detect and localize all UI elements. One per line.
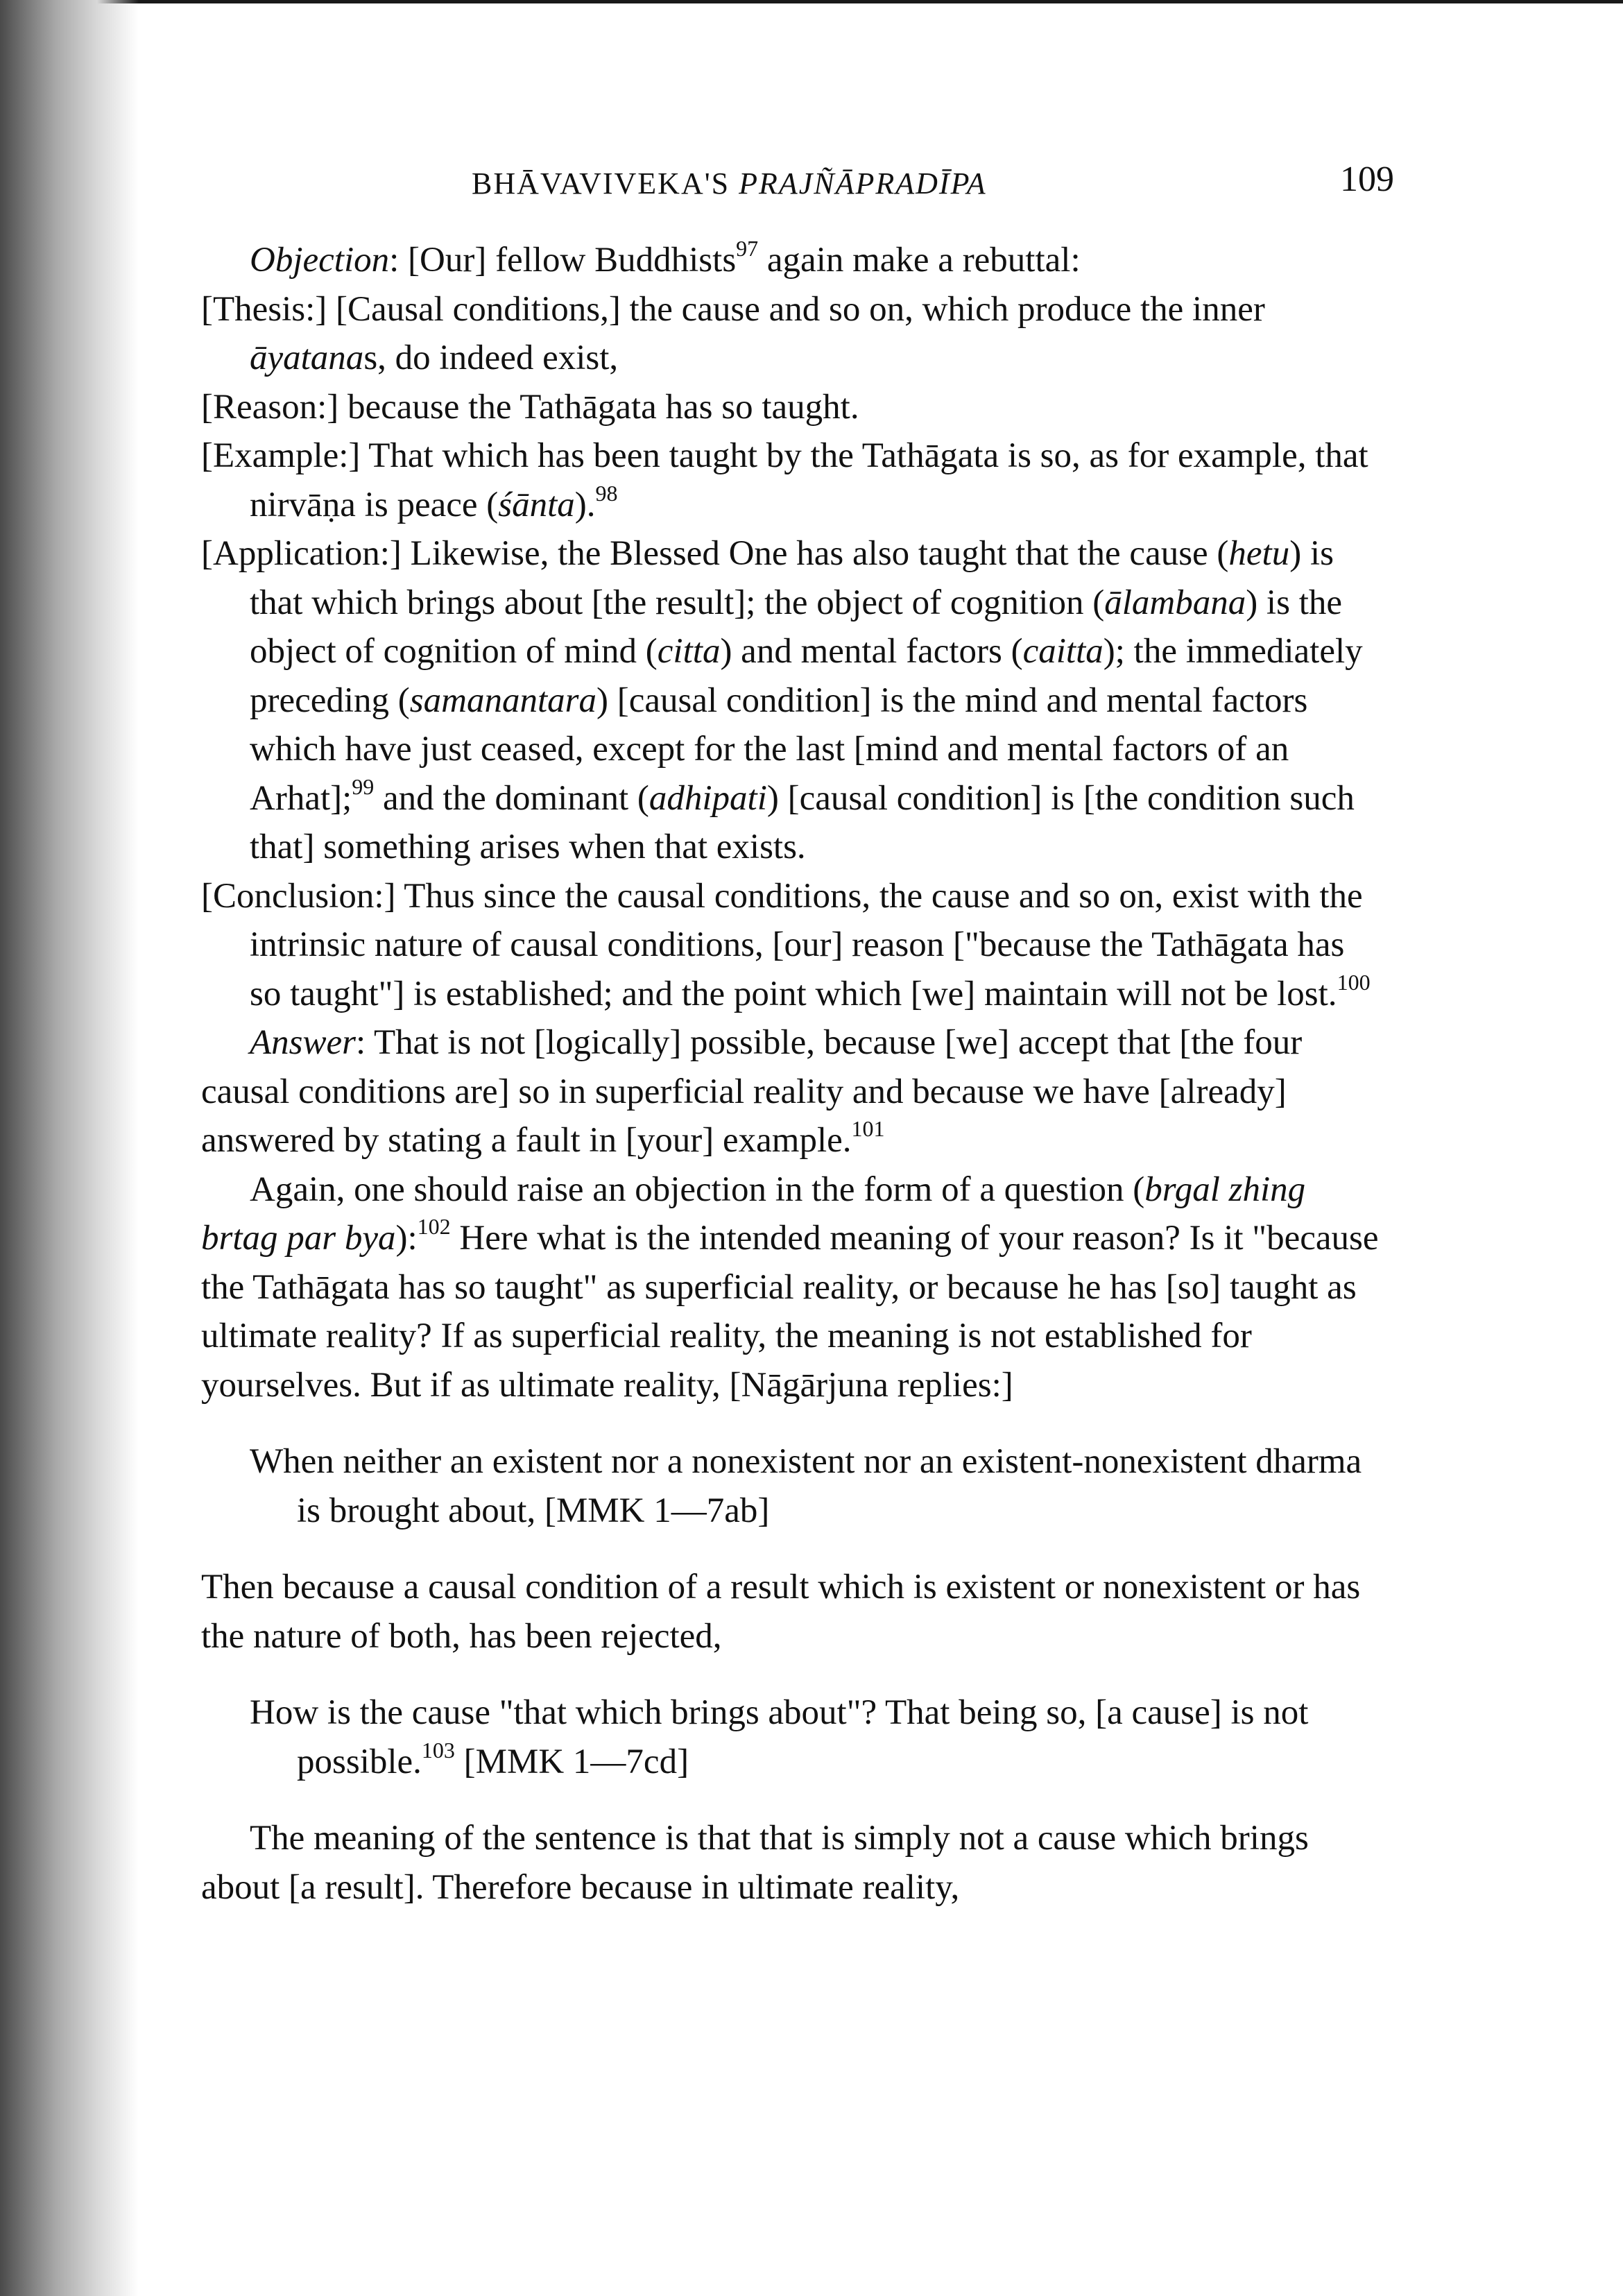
page-number: 109 [1340,160,1394,199]
footnote-ref-97: 97 [736,236,759,261]
running-head [201,160,1394,236]
footnote-ref-100: 100 [1337,969,1371,995]
then-paragraph: Then because a causal condition of a result which is existent or nonexistent or has the nature of both, has been rejected, [201,1568,1361,1656]
footnote-ref-102: 102 [417,1214,451,1239]
answer-paragraph: Answer: That is not [logically] possible, because [we] accept that [the four causal conditions are] so in superficial reality and because we have [already] answered by stating a fault in [your] example.$^{101}$ [201,1023,1303,1160]
conclusion-paragraph: [Conclusion:] Thus since the causal conditions, the cause and so on, exist with the intrinsic nature of causal conditions, [our] reason ["because the Tathāgata has so taught"] is established; and the point which [we] maintain will not be lost.$^{100}$ [201,876,1371,1013]
application-paragraph: [Application:] Likewise, the Blessed One has also taught that the cause (hetu) is that which brings about [the result]; the object of cognition (ālambana) is the object of cognition of mind (citta) and mental factors (caitta); the immediately preceding (samanantara) [causal condition] is the mind and mental factors which have just ceased, except for the last [mind and mental factors of an Arhat];$^{99}$ and the dominant (adhipati) [causal condition] is [the condition such that] something arises when that exists. [201,534,1363,866]
footnote-ref-98: 98 [595,480,618,506]
footnote-ref-103: 103 [421,1737,455,1763]
again-paragraph: Again, one should raise an objection in the form of a question (brgal zhing brtag par bya):$^{102}$ Here what is the intended meaning of your reason? Is it "because the Tathāgata has so taught" as superficial reality, or because he has [so] taught as ultimate reality? If as superficial reality, the meaning is not established for yourselves. But if as ultimate reality, [Nāgārjuna replies:] [201,1170,1379,1405]
objection-paragraph: Objection: [Our] fellow Buddhists$^{97}$ again make a rebuttal: [250,236,1081,280]
verse-mmk-1-7ab: When neither an existent nor a nonexistent nor an existent-nonexistent dharma is brought about, [MMK 1—7ab] [250,1442,1362,1530]
footnote-ref-99: 99 [352,773,375,799]
closing-paragraph: The meaning of the sentence is that that is simply not a cause which brings about [a result]. Therefore because in ultimate reality, [201,1819,1309,1907]
example-paragraph: [Example:] That which has been taught by the Tathāgata is so, as for example, that nirvāṇa is peace (śānta).$^{98}$ [201,436,1368,524]
book-page [201,139,1394,1912]
verse-mmk-1-7cd: How is the cause "that which brings about"? That being so, [a cause] is not possible.$^{103}$ [MMK 1—7cd] [250,1693,1309,1781]
reason-paragraph: [Reason:] because the Tathāgata has so taught. [201,387,859,427]
binding-shadow [0,0,139,2296]
footnote-ref-101: 101 [851,1116,885,1141]
running-title: BHĀVAVIVEKA'S PRAJÑĀPRADĪPA [472,166,987,200]
page-top-edge [0,0,1623,3]
thesis-paragraph: [Thesis:] [Causal conditions,] the cause and so on, which produce the inner āyatanas, do indeed exist, [201,289,1265,377]
